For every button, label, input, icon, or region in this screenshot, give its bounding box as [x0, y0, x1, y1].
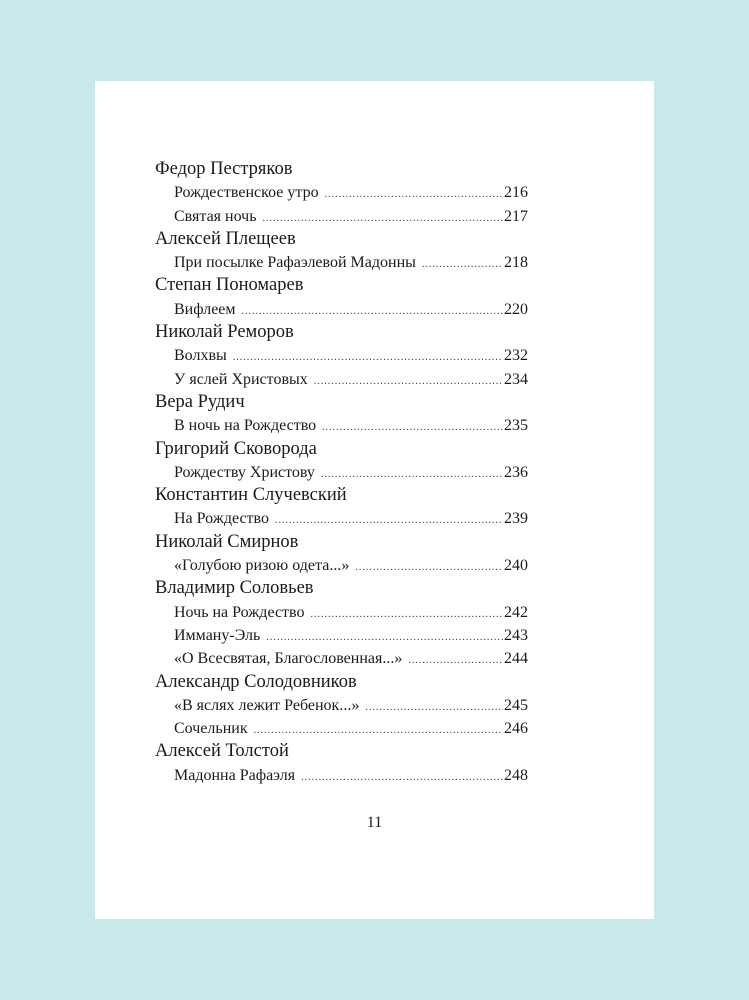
toc-entry[interactable] [155, 647, 528, 670]
toc-entry-title: Волхвы [174, 347, 227, 365]
toc-entry-title: У яслей Христовых [174, 370, 308, 388]
table-of-contents [155, 158, 528, 787]
toc-entry-title: Сочельник [174, 720, 248, 738]
toc-author: Алексей Плещеев [155, 228, 296, 249]
dot-leader [242, 300, 503, 323]
toc-entry[interactable] [155, 507, 528, 530]
toc-entry-page: 243 [504, 626, 528, 644]
toc-entry-title: Мадонна Рафаэля [174, 766, 296, 784]
dot-leader [355, 556, 503, 579]
toc-author: Вера Рудич [155, 391, 245, 412]
toc-entry[interactable] [155, 554, 528, 577]
toc-entry[interactable] [155, 601, 528, 624]
toc-entry-page: 244 [504, 650, 528, 668]
toc-entry-page: 218 [504, 254, 528, 272]
toc-author: Алексей Толстой [155, 741, 289, 762]
book-page [95, 81, 654, 919]
toc-entry-page: 236 [504, 463, 528, 481]
toc-entry-page: 242 [504, 603, 528, 621]
toc-author: Николай Смирнов [155, 531, 299, 552]
dot-leader [365, 696, 503, 719]
toc-entry-title: «Голубою ризою одета...» [174, 557, 350, 575]
toc-author: Владимир Соловьев [155, 578, 314, 599]
dot-leader [263, 207, 503, 230]
dot-leader [321, 463, 503, 486]
toc-entry-page: 245 [504, 696, 528, 714]
toc-entry-page: 240 [504, 557, 528, 575]
dot-leader [275, 509, 503, 532]
toc-author: Александр Солодовников [155, 671, 357, 692]
toc-entry-page: 235 [504, 417, 528, 435]
toc-entry-title: Святая ночь [174, 207, 257, 225]
toc-author: Константин Случевский [155, 485, 347, 506]
toc-entry[interactable] [155, 414, 528, 437]
toc-entry-title: Ночь на Рождество [174, 603, 305, 621]
toc-entry-title: «В яслях лежит Ребенок...» [174, 696, 360, 714]
toc-entry[interactable] [155, 717, 528, 740]
toc-entry[interactable] [155, 251, 528, 274]
dot-leader [301, 766, 503, 789]
dot-leader [266, 626, 503, 649]
page-number: 11 [366, 814, 383, 831]
toc-entry-title: Рождеству Христову [174, 463, 315, 481]
toc-entry-title: Имману-Эль [174, 626, 261, 644]
dot-leader [422, 253, 503, 276]
dot-leader [233, 346, 503, 369]
toc-author: Григорий Сковорода [155, 438, 317, 459]
dot-leader [408, 649, 503, 672]
toc-entry[interactable] [155, 368, 528, 391]
toc-entry-title: Рождественское утро [174, 184, 319, 202]
toc-entry-title: В ночь на Рождество [174, 417, 317, 435]
toc-entry-page: 234 [504, 370, 528, 388]
toc-entry-page: 239 [504, 510, 528, 528]
toc-entry-page: 232 [504, 347, 528, 365]
toc-entry[interactable] [155, 624, 528, 647]
toc-author: Федор Пестряков [155, 159, 293, 179]
toc-entry-page: 220 [504, 300, 528, 318]
toc-entry-page: 216 [504, 184, 528, 202]
toc-author: Степан Пономарев [155, 275, 304, 296]
toc-author: Николай Реморов [155, 322, 294, 343]
toc-entry-title: Вифлеем [174, 300, 236, 318]
dot-leader [310, 603, 503, 626]
toc-entry-title: На Рождество [174, 510, 269, 528]
toc-entry[interactable] [155, 181, 528, 204]
toc-entry-page: 217 [504, 207, 528, 225]
toc-entry[interactable] [155, 344, 528, 367]
toc-entry-page: 246 [504, 720, 528, 738]
toc-entry-title: При посылке Рафаэлевой Мадонны [174, 254, 416, 272]
toc-entry[interactable] [155, 298, 528, 321]
dot-leader [314, 370, 503, 393]
toc-entry-page: 248 [504, 766, 528, 784]
toc-entry[interactable] [155, 205, 528, 228]
toc-entry[interactable] [155, 694, 528, 717]
dot-leader [325, 183, 503, 206]
dot-leader [254, 719, 503, 742]
toc-entry-title: «О Всесвятая, Благословенная...» [174, 650, 403, 668]
dot-leader [322, 416, 503, 439]
toc-entry[interactable] [155, 461, 528, 484]
toc-entry[interactable] [155, 764, 528, 787]
